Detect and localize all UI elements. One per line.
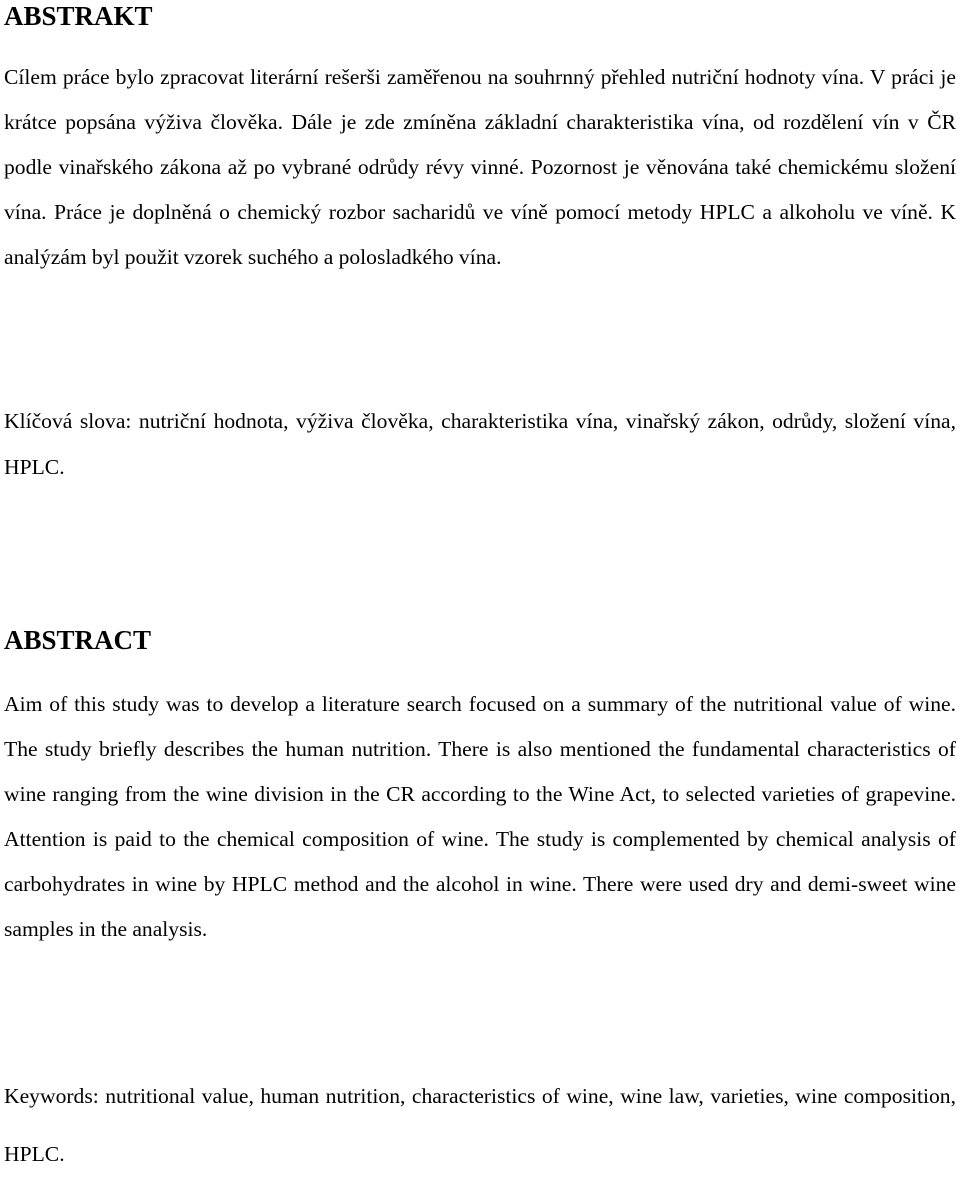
english-abstract-text: Aim of this study was to develop a literature search focused on a summary of the nutritional value of wine. The study briefly describes the human nutrition. There is also mentioned the fundamental characteristics of wine ranging from the wine division in the CR according to the Wine Act, to selected varieties of grapevine. Attention is paid to the chemical composition of wine. The study is complemented by chemical analysis of carbohydrates in wine by HPLC method and the alcohol in wine. There were used dry and demi-sweet wine samples in the analysis. <box>4 692 956 941</box>
czech-keywords: Klíčová slova: nutriční hodnota, výživa člověka, charakteristika vína, vinařský zákon, odrůdy, složení vína, HPLC. <box>4 409 956 479</box>
english-abstract-heading: ABSTRACT <box>4 625 152 655</box>
czech-abstract-text: Cílem práce bylo zpracovat literární rešerši zaměřenou na souhrnný přehled nutriční hodnoty vína. V práci je krátce popsána výživa člověka. Dále je zde zmíněna základní charakteristika vína, od rozdělení vín v ČR podle vinařského zákona až po vybrané odrůdy révy vinné. Pozornost je věnována také chemickému složení vína. Práce je doplněná o chemický rozbor sacharidů ve víně pomocí metody HPLC a alkoholu ve víně. K analýzám byl použit vzorek suchého a polosladkého vína. <box>4 65 956 269</box>
czech-abstract-heading: ABSTRAKT <box>4 1 153 31</box>
english-keywords: Keywords: nutritional value, human nutrition, characteristics of wine, wine law, varieties, wine composition, HPLC. <box>4 1084 956 1166</box>
